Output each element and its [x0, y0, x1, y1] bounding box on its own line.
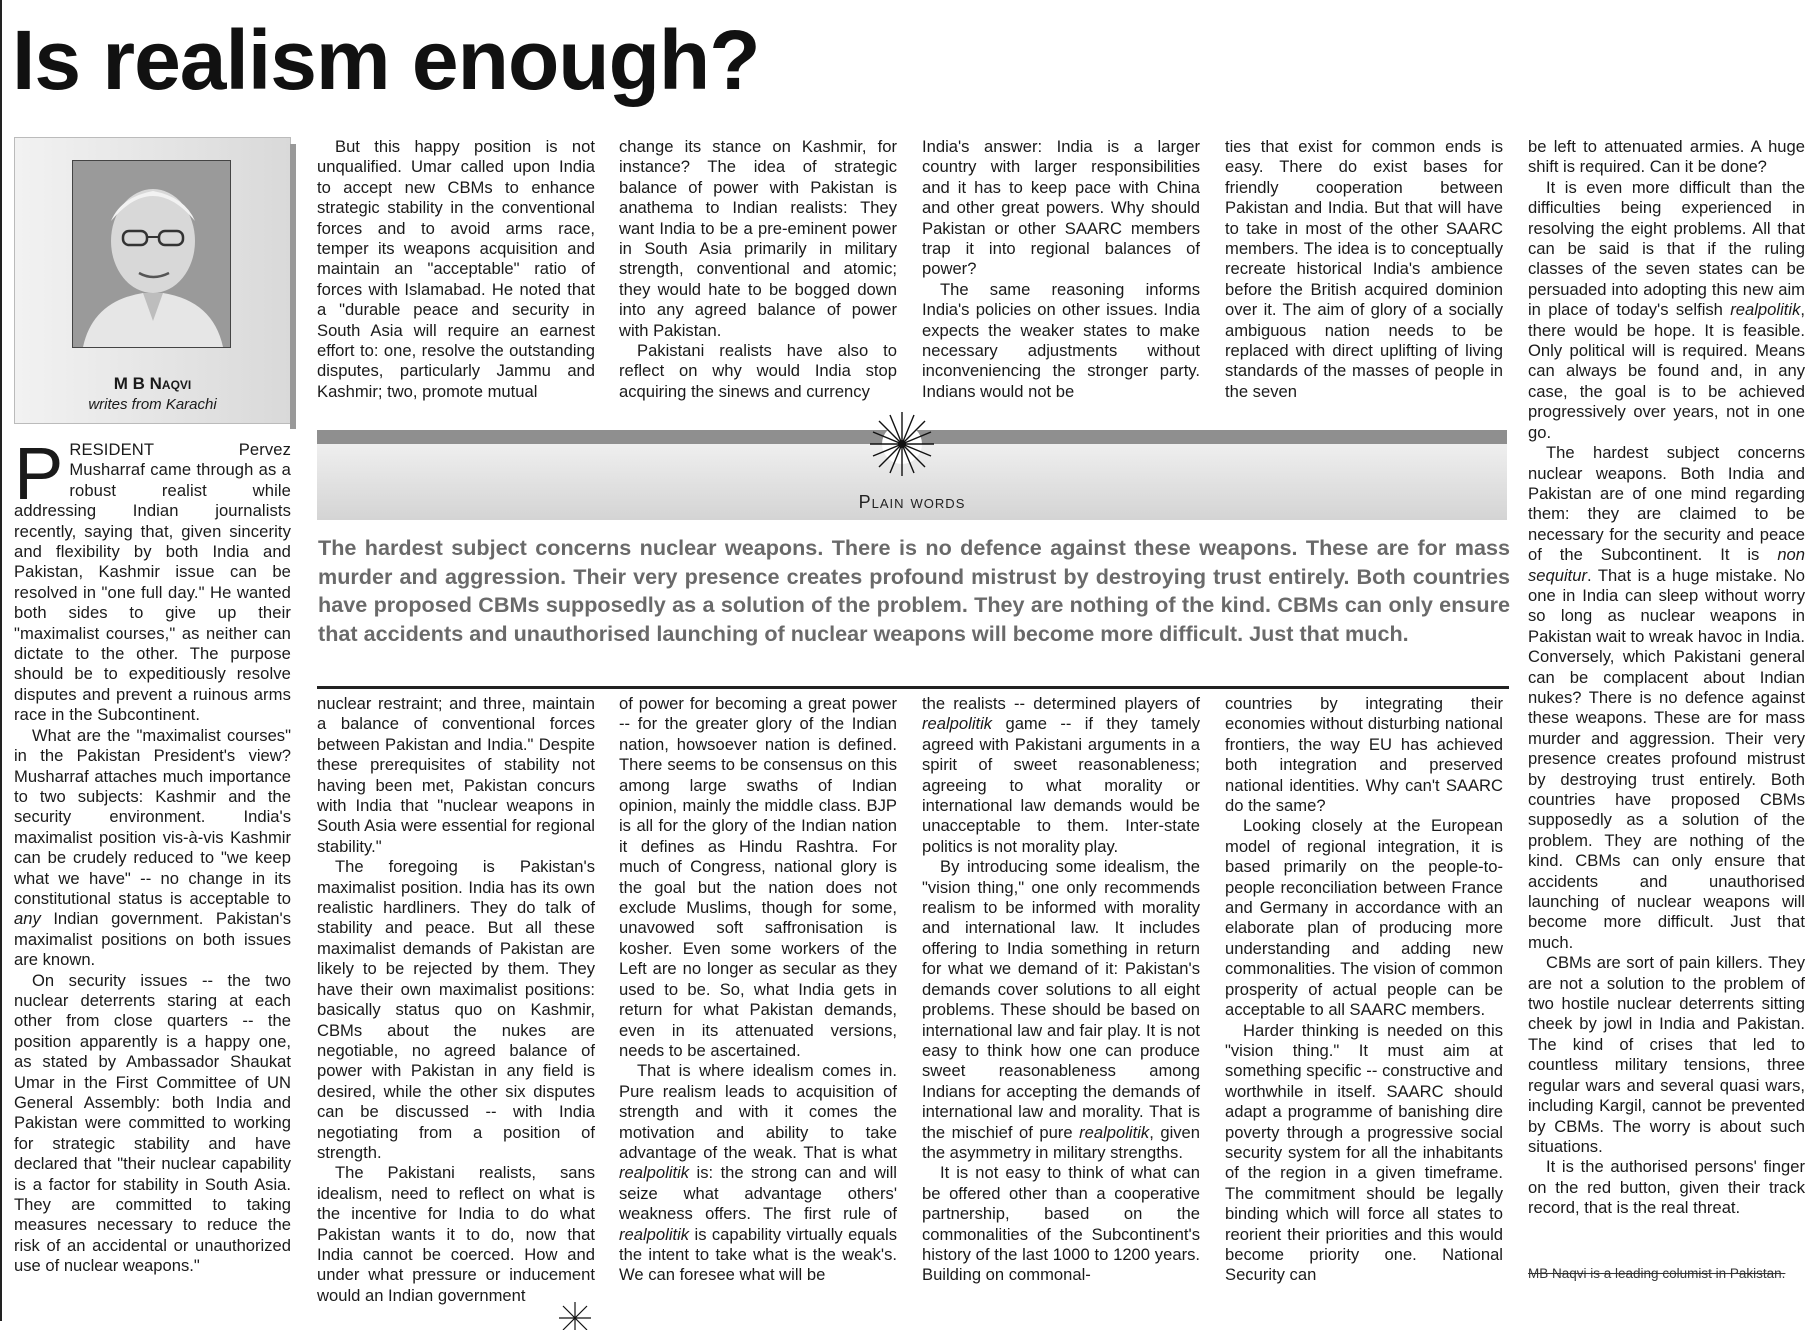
column-6-paragraph-2-text-a: It is even more difficult than the difficulties being experienced in resolving the eight problems. All that can be said is that if the ruling classes of the seven states can be persuaded into adopting this new aim in place of today's selfish [1528, 177, 1805, 320]
column-4-top-paragraph-2: The same reasoning informs India's policies on other issues. India expects the weaker states to make necessary adjustments without inconveniencing the stronger party. Indians would not be [922, 279, 1200, 401]
column-4-bottom-paragraph-2-text-a: By introducing some idealism, the "vision thing," one only recommends realism to be informed with morality and international law. It includes offering to India something in return for what we demand of it: Pakistan's demands cover solutions to all eight problems. These should be based on international law and fair play. It is not easy to think how one can produce sweet reasonableness among Indians for accepting the demands of international law and morality. That is the mischief of pure [922, 857, 1200, 1142]
author-photo [72, 160, 231, 348]
column-6-paragraph-3-emphasis: non sequitur [1528, 545, 1805, 585]
column-2-bottom-paragraph-3: The Pakistani realists, sans idealism, need to reflect on what is the incentive for India to do what Pakistan wants it to do, now that India cannot be coerced. How and under what pressure or inducement would an Indian government [317, 1163, 595, 1305]
column-3-bottom [619, 694, 897, 1286]
drop-cap: P [14, 432, 64, 515]
column-3-bottom-paragraph-2-emphasis-2: realpolitik [619, 1224, 690, 1244]
column-6-paragraph-3 [1528, 443, 1805, 953]
column-2-top-paragraph: But this happy position is not unqualified. Umar called upon India to accept new CBMs to enhance strategic stability in the conventional forces and to avoid arms race, temper its weapons acquisition and maintain an "acceptable" ratio of forces with Islamabad. He noted that a "durable peace and security in South Asia will require an earnest effort to: one, resolve the outstanding disputes, particularly Jammu and Kashmir; two, promote mutual [317, 137, 595, 401]
column-1-paragraph-2-text: What are the "maximalist courses" in the Pakistan President's view? Musharraf attaches much importance to two subjects: Kashmir and the security environment. India's maximalist position vis-à-vis Kashmir can be crudely reduced to "we keep what we have" -- no change in its constitutional status is acceptable to [14, 725, 291, 908]
column-4-bottom-paragraph-2 [922, 857, 1200, 1163]
column-4-bottom [922, 694, 1200, 1286]
author-box [14, 137, 291, 424]
author-credit-line: MB Naqvi is a leading columist in Pakistan. [1528, 1266, 1786, 1281]
column-3-bottom-paragraph-2-emphasis-1: realpolitik [619, 1163, 690, 1183]
column-4-bottom-paragraph-1 [922, 694, 1200, 857]
author-name: M B Naqvi [113, 374, 192, 393]
column-1-paragraph-2-emphasis: any [14, 909, 41, 929]
column-5-bottom-paragraph-3: Harder thinking is needed on this "vision thing." It must aim at something specific -- constructive and worthwhile in itself. SAARC should adapt a programme of banishing dire poverty through a progressive social security system for all the inhabitants of the region in a given timeframe. The commitment should be legally binding which will force all states to reorient their priorities and this would become priority one. National Security can [1225, 1020, 1503, 1285]
column-3-top-paragraph-1: change its stance on Kashmir, for instance? The idea of strategic balance of power with Pakistan is anathema to Indian realists: They want India to be a pre-eminent power in South Asia primarily in military strength, conventional and atomic; they would hate to be bogged down into any agreed balance of power with Pakistan. [619, 137, 897, 340]
starburst-ornament-icon [870, 412, 934, 476]
column-4-top [922, 137, 1200, 402]
column-2-top [317, 137, 595, 402]
column-1-paragraph-3: On security issues -- the two nuclear deterrents staring at each other from close quarters -- the position apparently is a happy one, as stated by Ambassador Shaukat Umar in the First Committee of UN General Assembly: both India and Pakistan were committed to working for strategic stability and have declared that "their nuclear capability is a factor for stability in South Asia. They are committed to taking measures necessary to reduce the risk of an accidental or unauthorized use of nuclear weapons." [14, 970, 291, 1276]
column-4-bottom-paragraph-2-text-b: , given the asymmetry in military strengths. [922, 1122, 1201, 1162]
column-2-bottom [317, 694, 595, 1306]
column-6-paragraph-2-text-b: , there would be hope. It is feasible. Only political will is required. Means can always be found and, in any case, the goal is to be achieved progressively over years, not in one go. [1528, 300, 1805, 442]
column-4-top-paragraph-1: India's answer: India is a larger country with larger responsibilities and it has to keep pace with China and other great powers. Why should Pakistan or other SAARC members trap it into regional balances of power? [922, 137, 1200, 279]
bottom-starburst-ornament-icon [555, 1300, 595, 1330]
column-6-paragraph-2-emphasis: realpolitik [1730, 300, 1801, 320]
column-2-bottom-paragraph-1: nuclear restraint; and three, maintain a balance of conventional forces between Pakistan and India." Despite these prerequisites of stability not having been met, Pakistan concurs with India that "nuclear weapons in South Asia were essential for regional stability." [317, 694, 595, 856]
column-6-paragraph-5: It is the authorised persons' finger on the red button, given their track record, that is the real threat. [1528, 1157, 1805, 1218]
column-6-paragraph-4: CBMs are sort of pain killers. They are not a solution to the problem of two hostile nuclear deterrents sitting cheek by jowl in India and Pakistan. The kind of crises that led to countless military tensions, three regular wars and several quasi wars, including Kargil, cannot be prevented by CBMs. The worry is about such situations. [1528, 953, 1805, 1156]
column-5-top-paragraph: ties that exist for common ends is easy. There do exist bases for friendly cooperation between Pakistan and India. But that will have to take in most of the other SAARC members. The idea is to conceptually recreate historical India's ambience before the British acquired dominion over it. The aim of glory of a socially ambiguous nation needs to be replaced with direct uplifting of living standards of the masses of people in the seven [1225, 137, 1503, 401]
pull-quote: The hardest subject concerns nuclear weapons. There is no defence against these weapons. These are for mass murder and aggression. Their very presence creates profound mistrust by destroying trust entirely. Both countries have proposed CBMs supposedly as a solution of the problem. They are nothing of the kind. CBMs can only ensure that accidents and unauthorised launching of nuclear weapons will become more difficult. Just that much. [318, 535, 1510, 646]
column-4-bottom-paragraph-1-text-a: the realists -- determined players of [922, 694, 1200, 713]
page-left-rule [0, 0, 2, 1321]
pull-quote-bottom-rule [317, 686, 1509, 689]
column-3-top-paragraph-2: Pakistani realists have also to reflect on why would India stop acquiring the sinews and currency [619, 341, 897, 401]
column-1-paragraph-1-text: RESIDENT Pervez Musharraf came through as a robust realist while addressing Indian journalists recently, saying that, given sincerity and flexibility by both India and Pakistan, Kashmir issue can be resolved in "one full day." He wanted both sides to give up their "maximalist courses," as neither can dictate to the other. The purpose should be to expeditiously resolve disputes and prevent a ruinous arms race in the Subcontinent. [14, 440, 291, 725]
column-1-paragraph-2 [14, 726, 291, 971]
column-3-bottom-paragraph-2-text-b: is: the strong can and will seize what advantage others' weakness offers. The first rule of [619, 1163, 897, 1224]
column-6-paragraph-1: be left to attenuated armies. A huge shift is required. Can it be done? [1528, 137, 1805, 177]
column-5-top [1225, 137, 1503, 402]
column-3-top [619, 137, 897, 402]
column-5-bottom-paragraph-2: Looking closely at the European model of regional integration, it is based primarily on the people-to-people reconciliation between France and Germany in accordance with an elaborate plan of producing more understanding and adding new commonalities. The vision of common prosperity of actual people can be acceptable to all SAARC members. [1225, 816, 1503, 1020]
column-1-paragraph-2-end: Indian government. Pakistan's maximalist positions on both issues are known. [14, 909, 291, 970]
column-6-paragraph-3-text-b: . That is a huge mistake. No one in India can sleep without worry so long as nuclear weapons in Pakistan wait to wreak havoc in India. Conversely, which Pakistani general can be complacent about Indian nukes? There is no defence against these weapons. These are for mass murder and aggression. Their very presence creates profound mistrust by destroying trust entirely. Both countries have proposed CBMs supposedly as a solution of the problem. They are nothing of the kind. CBMs can only ensure that accidents and unauthorised launching of nuclear weapons will become more difficult. Just that much. [1528, 565, 1805, 952]
section-label: Plain words [858, 492, 966, 512]
column-3-bottom-paragraph-2-text-a: That is where idealism comes in. Pure realism leads to acquisition of strength and with it comes the motivation and ability to take advantage of the weak. That is what [619, 1061, 897, 1162]
column-3-bottom-paragraph-2 [619, 1061, 897, 1285]
column-1 [14, 432, 291, 1277]
column-1-paragraph-1 [14, 432, 291, 726]
author-box-shadow [290, 144, 296, 429]
column-4-bottom-paragraph-1-emphasis: realpolitik [922, 714, 993, 734]
column-5-bottom [1225, 694, 1503, 1286]
column-4-bottom-paragraph-2-emphasis: realpolitik [1079, 1122, 1150, 1142]
headline: Is realism enough? [12, 13, 760, 107]
author-portrait-illustration [73, 161, 230, 347]
column-6-paragraph-3-text-a: The hardest subject concerns nuclear weapons. Both India and Pakistan are of one mind regarding them: they are claimed to be necessary for the security and peace of the Subcontinent. It is [1528, 443, 1805, 565]
column-6 [1528, 137, 1805, 1219]
author-location: writes from Karachi [88, 396, 217, 413]
column-3-bottom-paragraph-2-text-c: is capability virtually equals the intent to take what is the weak's. We can foresee what will be [619, 1224, 897, 1285]
column-5-bottom-paragraph-1: countries by integrating their economies without disturbing national frontiers, the way EU has achieved both integration and preserved national identities. Why can't SAARC do the same? [1225, 694, 1503, 816]
column-6-paragraph-2 [1528, 178, 1805, 443]
column-4-bottom-paragraph-3: It is not easy to think of what can be offered other than a cooperative partnership, based on the commonalities of the Subcontinent's history of the last 1000 to 1200 years. Building on commonal- [922, 1163, 1200, 1285]
column-3-bottom-paragraph-1: of power for becoming a great power -- for the greater glory of the Indian nation, howsoever nation is defined. There seems to be consensus on this among large swaths of Indian opinion, mainly the middle class. BJP is all for the glory of the Indian nation it defines as Hindu Rashtra. For much of Congress, national glory is the goal but the nation does not exclude Muslims, though for some, unavowed soft saffronisation is kosher. Even some workers of the Left are no longer as secular as they used to be. So, what India gets in return for what Pakistan demands, even in its attenuated versions, needs to be ascertained. [619, 694, 897, 1060]
column-4-bottom-paragraph-1-text-b: game -- if they tamely agreed with Pakistani arguments in a spirit of sweet reasonableness; agreeing to what morality or international law demands would be unacceptable to them. Inter-state politics is not morality play. [922, 714, 1200, 856]
column-2-bottom-paragraph-2: The foregoing is Pakistan's maximalist position. India has its own realistic hardliners. They do talk of stability and peace. But all these maximalist demands of Pakistan are likely to be rejected by them. They have their own maximalist positions: basically status quo on Kashmir, CBMs about the nukes are negotiable, no agreed balance of power with Pakistan in any field is desired, while the other six disputes can be discussed -- with India negotiating from a position of strength. [317, 857, 595, 1162]
